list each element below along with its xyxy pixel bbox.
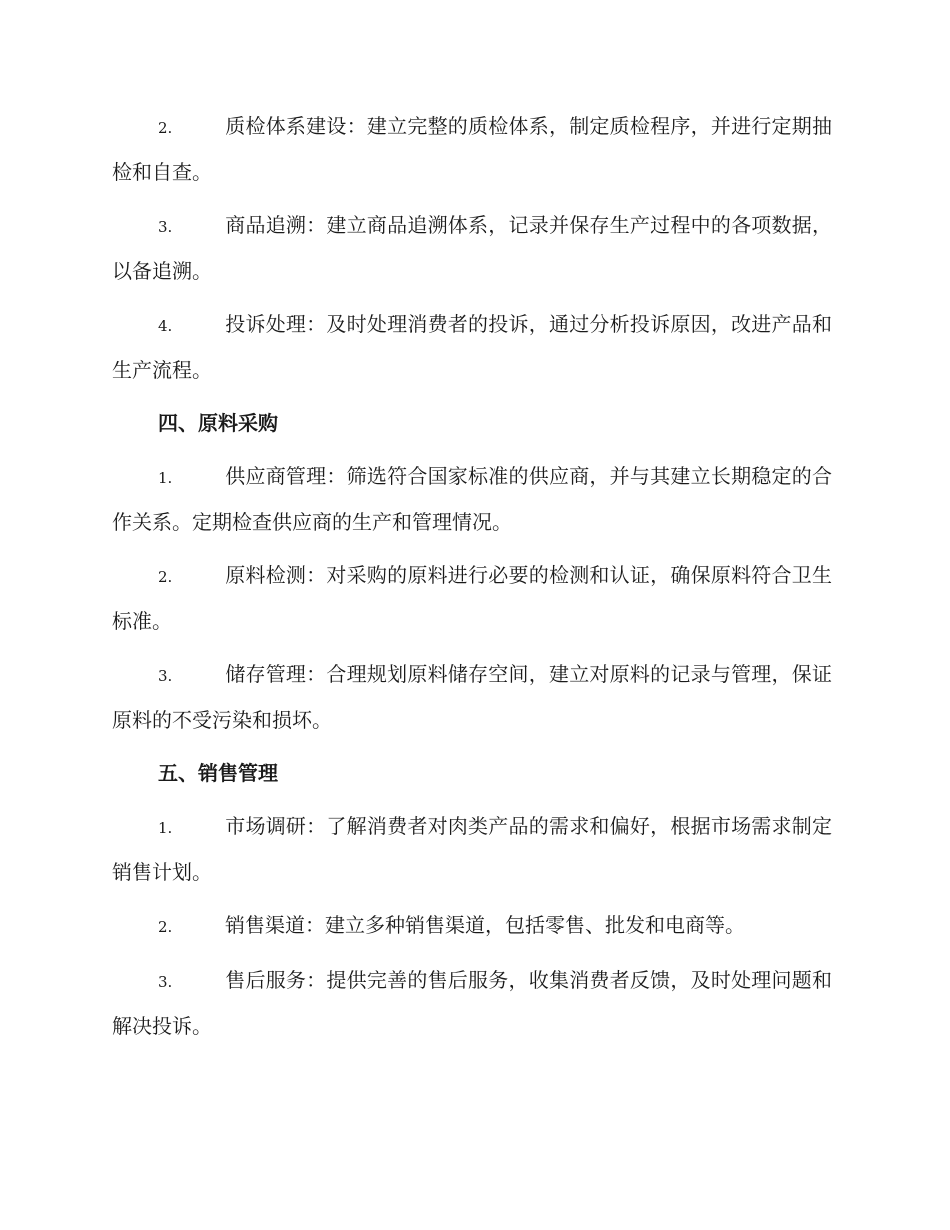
list-number: 1. — [158, 469, 173, 487]
list-item-text: 投诉处理：及时处理消费者的投诉，通过分析投诉原因，改进产品和生产流程。 — [112, 312, 832, 382]
list-item-material-inspection — [112, 553, 832, 643]
list-item-text: 市场调研：了解消费者对肉类产品的需求和偏好，根据市场需求制定销售计划。 — [112, 814, 832, 884]
list-number: 2. — [158, 568, 173, 586]
list-number: 2. — [158, 119, 173, 137]
list-number: 1. — [158, 819, 173, 837]
list-item-text: 销售渠道：建立多种销售渠道，包括零售、批发和电商等。 — [225, 913, 745, 937]
list-number: 3. — [158, 218, 173, 236]
list-item-text: 质检体系建设：建立完整的质检体系，制定质检程序，并进行定期抽检和自查。 — [112, 114, 832, 184]
list-item-text: 售后服务：提供完善的售后服务，收集消费者反馈，及时处理问题和解决投诉。 — [112, 968, 832, 1038]
list-item-sales-channels — [112, 903, 832, 949]
list-item-market-research — [112, 804, 832, 894]
list-item-text: 原料检测：对采购的原料进行必要的检测和认证，确保原料符合卫生标准。 — [112, 563, 832, 633]
list-item-text: 储存管理：合理规划原料储存空间，建立对原料的记录与管理，保证原料的不受污染和损坏。 — [112, 662, 832, 732]
list-item-complaints — [112, 302, 832, 392]
section-heading-sales-management: 五、销售管理 — [158, 761, 278, 785]
list-number: 3. — [158, 973, 173, 991]
document-page — [112, 104, 832, 1057]
list-item-storage-management — [112, 652, 832, 742]
list-number: 3. — [158, 667, 173, 685]
section-heading-raw-material-procurement: 四、原料采购 — [158, 411, 278, 435]
list-item-text: 供应商管理：筛选符合国家标准的供应商，并与其建立长期稳定的合作关系。定期检查供应商的生产和管理情况。 — [112, 464, 832, 534]
list-item-after-sales-service — [112, 958, 832, 1048]
list-number: 4. — [158, 317, 173, 335]
list-item-quality-system — [112, 104, 832, 194]
list-item-traceability — [112, 203, 832, 293]
list-number: 2. — [158, 918, 173, 936]
list-item-supplier-management — [112, 454, 832, 544]
list-item-text: 商品追溯：建立商品追溯体系，记录并保存生产过程中的各项数据，以备追溯。 — [112, 213, 832, 283]
